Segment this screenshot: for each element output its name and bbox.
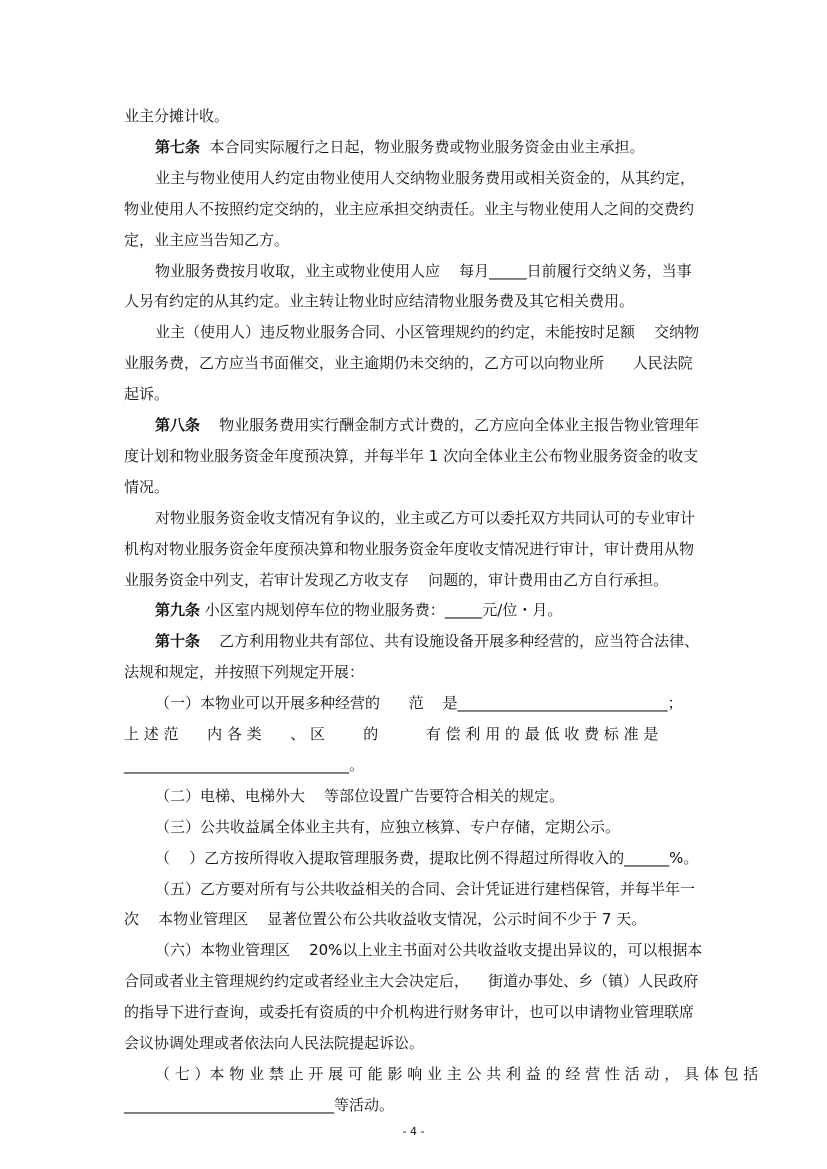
article-label: 第七条 bbox=[155, 138, 201, 156]
text-line: 人另有约定的从其约定。业主转让物业时应结清物业服务费及其它相关费用。 bbox=[124, 292, 635, 310]
article-7-line bbox=[155, 137, 645, 157]
text-line: （二）电梯、电梯外大 等部位设置广告要符合相关的规定。 bbox=[155, 787, 565, 805]
article-label: 第九条 bbox=[155, 601, 201, 619]
text-line: （六）本物业管理区 20%以上业主书面对公共收益收支提出异议的，可以根据本 bbox=[155, 941, 703, 959]
text-line: 法规和规定，并按照下列规定开展： bbox=[124, 663, 365, 681]
text-line: 物业服务费用实行酬金制方式计费的，乙方应向全体业主报告物业管理年 bbox=[200, 416, 700, 434]
text-line: 业服务费，乙方应当书面催交，业主逾期仍未交纳的，乙方可以向物业所 人民法院 bbox=[124, 354, 693, 372]
text-line: 合同或者业主管理规约约定或者经业主大会决定后， 街道办事处、乡（镇）人民政府 bbox=[124, 972, 699, 990]
text-line: 物业使用人不按照约定交纳的，业主应承担交纳责任。业主与物业使用人之间的交费约 bbox=[124, 200, 695, 218]
text-line: （ 七 ）本 物 业 禁 止 开 展 可 能 影 响 业 主 公 共 利 益 的 经 营 性 活 动 ， 具 体 包 括 bbox=[155, 1065, 759, 1083]
text-line: 定，业主应当告知乙方。 bbox=[124, 231, 290, 249]
article-label: 第八条 bbox=[155, 416, 201, 434]
text-line: 业主（使用人）违反物业服务合同、小区管理规约的约定，未能按时足额 交纳物 bbox=[155, 323, 700, 341]
article-9-line bbox=[155, 600, 562, 620]
text-line: 的指导下进行查询，或委托有资质的中介机构进行财务审计，也可以申请物业管理联席 bbox=[124, 1003, 695, 1021]
page-number: - 4 - bbox=[402, 1125, 425, 1138]
text-line: 情况。 bbox=[124, 478, 170, 496]
text-line: 起诉。 bbox=[124, 385, 170, 403]
text-line: 上 述 范 内 各 类 、 区 的 有 偿 利 用 的 最 低 收 费 标 准 是 bbox=[124, 725, 659, 743]
text-line: 物业服务费按月收取，业主或物业使用人应 每月_____日前履行交纳义务，当事 bbox=[155, 262, 692, 280]
text-line: 业主分摊计收。 bbox=[124, 107, 230, 125]
text-line: ____________________________等活动。 bbox=[124, 1096, 395, 1114]
text-line: 乙方利用物业共有部位、共有设施设备开展多种经营的，应当符合法律、 bbox=[200, 632, 700, 650]
article-label: 第十条 bbox=[155, 632, 201, 650]
text-line: 对物业服务资金收支情况有争议的，业主或乙方可以委托双方共同认可的专业审计 bbox=[155, 509, 696, 527]
text-line: 业服务资金中列支，若审计发现乙方收支存 问题的，审计费用由乙方自行承担。 bbox=[124, 571, 669, 589]
text-line: 业主与物业使用人约定由物业使用人交纳物业服务费用或相关资金的，从其约定， bbox=[155, 169, 696, 187]
text-line: （ ）乙方按所得收入提取管理服务费，提取比例不得超过所得收入的______%。 bbox=[155, 849, 699, 867]
article-8-line bbox=[155, 415, 699, 435]
text-line: 次 本物业管理区 显著位置公布公共收益收支情况，公示时间不少于 7 天。 bbox=[124, 910, 647, 928]
text-line: 机构对物业服务资金年度预决算和物业服务资金年度收支情况进行审计，审计费用从物 bbox=[124, 540, 695, 558]
text-line: （五）乙方要对所有与公共收益相关的合同、会计凭证进行建档保管，并每半年一 bbox=[155, 880, 696, 898]
text-line: 度计划和物业服务资金年度预决算，并每半年 1 次向全体业主公布物业服务资金的收支 bbox=[124, 447, 699, 465]
article-10-line bbox=[155, 631, 699, 651]
text-line: （一）本物业可以开展多种经营的 范 是____________________________； bbox=[155, 694, 683, 712]
text-line: ______________________________。 bbox=[124, 756, 365, 774]
text-line: 本合同实际履行之日起，物业服务费或物业服务资金由业主承担。 bbox=[200, 138, 645, 156]
text-line: 会议协调处理或者依法向人民法院提起诉讼。 bbox=[124, 1034, 425, 1052]
text-line: 小区室内规划停车位的物业服务费：_____元/位・月。 bbox=[200, 601, 563, 619]
text-line: （三）公共收益属全体业主共有，应独立核算、专户存储，定期公示。 bbox=[155, 818, 621, 836]
